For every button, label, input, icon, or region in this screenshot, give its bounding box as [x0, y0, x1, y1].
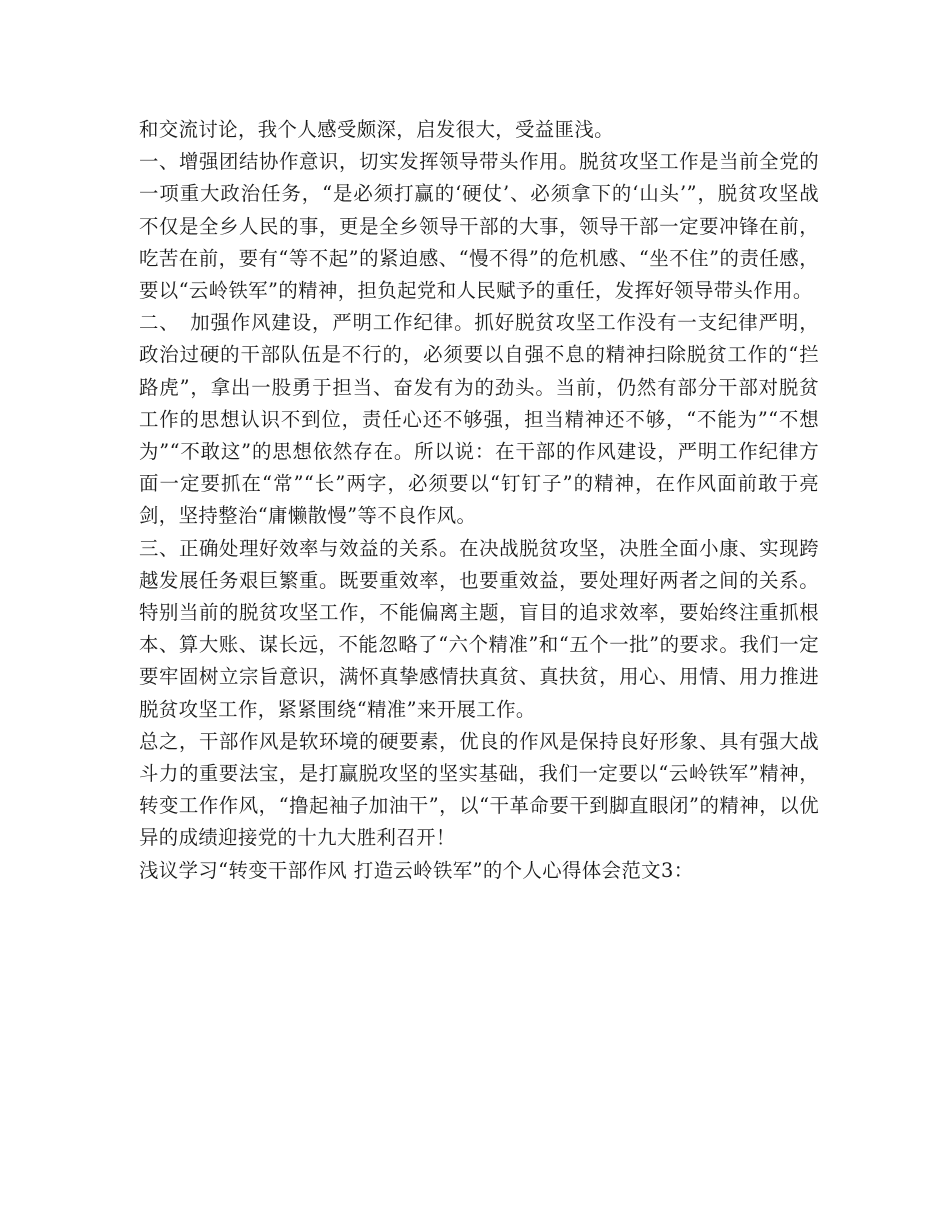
paragraph-intro-continuation: 和交流讨论，我个人感受颇深，启发很大，受益匪浅。: [139, 118, 614, 141]
document-body: [139, 114, 819, 887]
paragraph-next-heading: 浅议学习“转变干部作风 打造云岭铁军”的个人心得体会范文3：: [139, 858, 694, 882]
paragraph-point-two: 二、 加强作风建设，严明工作纪律。抓好脱贫攻坚工作没有一支纪律严明，政治过硬的干部队伍是不行的，必须要以自强不息的精神扫除脱贫工作的“拦路虎”，拿出一股勇于担当、奋发有为的劲头。当前，仍然有部分干部对脱贫工作的思想认识不到位，责任心还不够强，担当精神还不够，“不能为”“不想为”“不敢这”的思想依然存在。所以说：在干部的作风建设，严明工作纪律方面一定要抓在“常”“长”两字，必须要以“钉钉子”的精神，在作风面前敢于亮剑，坚持整治“庸懒散慢”等不良作风。: [139, 311, 819, 528]
paragraph-point-three: 三、正确处理好效率与效益的关系。在决战脱贫攻坚，决胜全面小康、实现跨越发展任务艰巨繁重。既要重效率，也要重效益，要处理好两者之间的关系。特别当前的脱贫攻坚工作，不能偏离主题，盲目的追求效率，要始终注重抓根本、算大账、谋长远，不能忽略了“六个精准”和“五个一批”的要求。我们一定要牢固树立宗旨意识，满怀真挚感情扶真贫、真扶贫，用心、用情、用力推进脱贫攻坚工作，紧紧围绕“精准”来开展工作。: [139, 536, 819, 721]
paragraph-point-one: 一、增强团结协作意识，切实发挥领导带头作用。脱贫攻坚工作是当前全党的一项重大政治任务，“是必须打赢的‘硬仗’、必须拿下的‘山头’”，脱贫攻坚战不仅是全乡人民的事，更是全乡领导干部的大事，领导干部一定要冲锋在前，吃苦在前，要有“等不起”的紧迫感、“慢不得”的危机感、“坐不住”的责任感，要以“云岭铁军”的精神，担负起党和人民赋予的重任，发挥好领导带头作用。: [139, 150, 819, 303]
paragraph-conclusion: 总之，干部作风是软环境的硬要素，优良的作风是保持良好形象、具有强大战斗力的重要法宝，是打赢脱攻坚的坚实基础，我们一定要以“云岭铁军”精神，转变工作作风，“撸起袖子加油干”，以“干革命要干到脚直眼闭”的精神，以优异的成绩迎接党的十九大胜利召开！: [139, 729, 819, 850]
